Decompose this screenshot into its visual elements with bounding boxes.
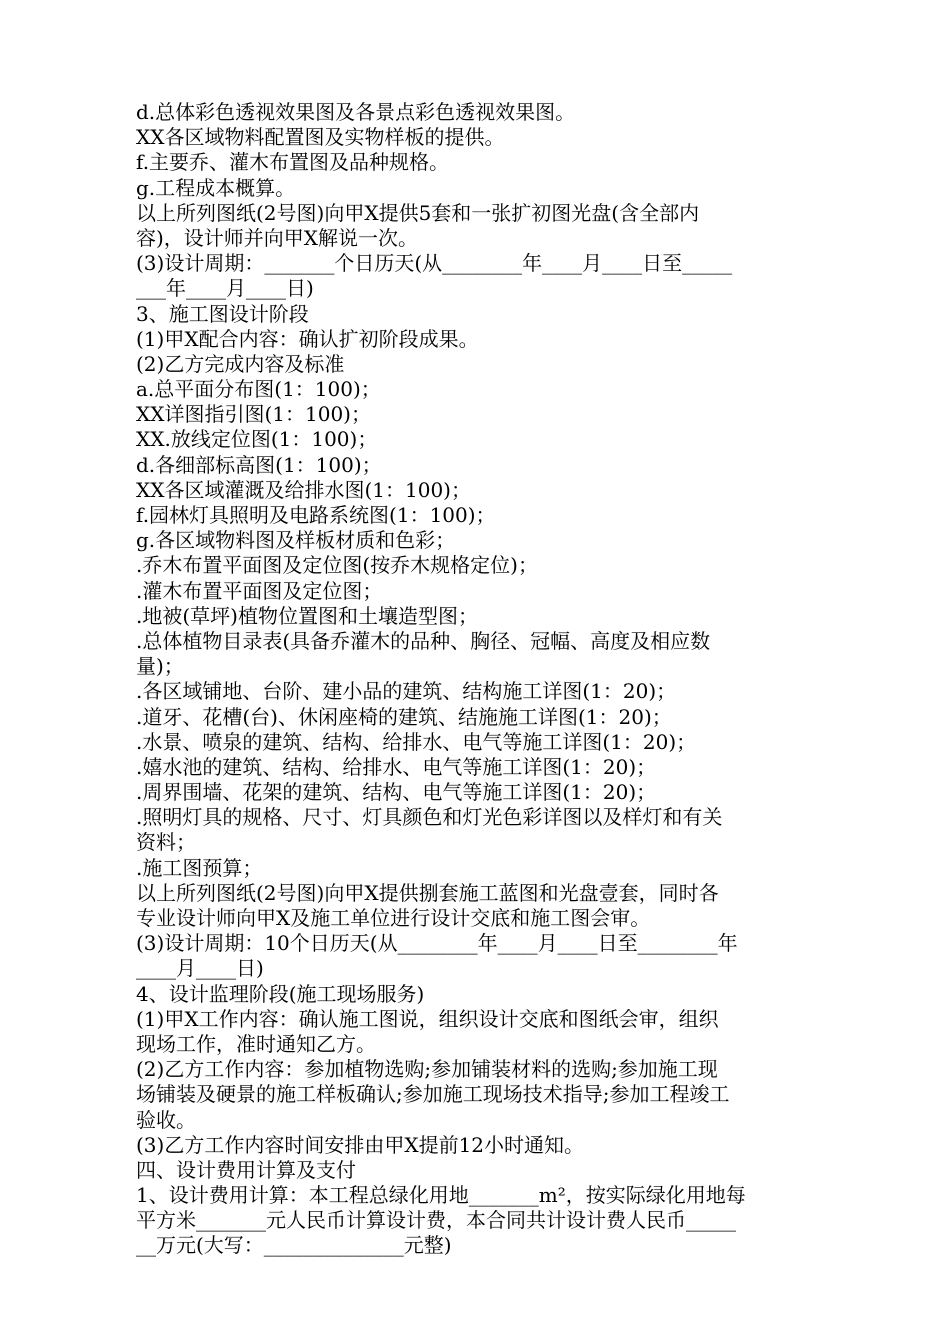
text-line: (2)乙方工作内容：参加植物选购;参加铺装材料的选购;参加施工现 — [136, 1057, 718, 1082]
text-line: 1、设计费用计算：本工程总绿化用地_______m²，按实际绿化用地每 — [136, 1183, 746, 1208]
text-line: g.工程成本概算。 — [136, 175, 296, 200]
text-line: XX详图指引图(1：100)； — [136, 402, 371, 427]
text-line: .各区域铺地、台阶、建小品的建筑、结构施工详图(1：20)； — [136, 679, 677, 704]
document-page — [136, 100, 816, 1259]
text-line: 以上所列图纸(2号图)向甲X提供5套和一张扩初图光盘(含全部内 — [136, 200, 700, 225]
text-line: 以上所列图纸(2号图)向甲X提供捌套施工蓝图和光盘壹套，同时各 — [136, 880, 719, 905]
text-line: ____月____日) — [136, 956, 264, 981]
section-heading: 4、设计监理阶段(施工现场服务) — [136, 981, 425, 1006]
text-line: 场铺装及硬景的施工样板确认;参加施工现场技术指导;参加工程竣工 — [136, 1082, 730, 1107]
text-line: (3)乙方工作内容时间安排由甲X提前12小时通知。 — [136, 1132, 585, 1157]
text-line: g.各区域物料图及样板材质和色彩； — [136, 528, 456, 553]
text-line: .地被(草坪)植物位置图和土壤造型图； — [136, 603, 478, 628]
text-line: (1)甲X配合内容：确认扩初阶段成果。 — [136, 326, 479, 351]
text-line: 现场工作，准时通知乙方。 — [136, 1031, 376, 1056]
text-line: d.各细部标高图(1：100)； — [136, 452, 382, 477]
text-line: .总体植物目录表(具备乔灌木的品种、胸径、冠幅、高度及相应数 — [136, 628, 711, 653]
text-line: f.主要乔、灌木布置图及品种规格。 — [136, 150, 450, 175]
text-line: XX.放线定位图(1：100)； — [136, 427, 378, 452]
text-line: 量)； — [136, 654, 184, 679]
text-line: 资料； — [136, 830, 196, 855]
text-line: .周界围墙、花架的建筑、结构、电气等施工详图(1：20)； — [136, 780, 657, 805]
text-line: (3)设计周期：_______个日历天(从________年____月____日至_____ — [136, 251, 733, 276]
text-line: .道牙、花槽(台)、休闲座椅的建筑、结施施工详图(1：20)； — [136, 704, 672, 729]
text-line: .照明灯具的规格、尺寸、灯具颜色和灯光色彩详图以及样灯和有关 — [136, 805, 723, 830]
text-line: (1)甲X工作内容：确认施工图说，组织设计交底和图纸会审，组织 — [136, 1006, 719, 1031]
text-line: f.园林灯具照明及电路系统图(1：100)； — [136, 503, 496, 527]
section-heading: 3、施工图设计阶段 — [136, 301, 309, 326]
chapter-heading: 四、设计费用计算及支付 — [136, 1157, 356, 1182]
text-line: (3)设计周期：10个日历天(从________年____月____日至________年 — [136, 931, 738, 956]
text-line: a.总平面分布图(1：100)； — [136, 377, 381, 402]
text-line: 专业设计师向甲X及施工单位进行设计交底和施工图会审。 — [136, 906, 651, 930]
text-line: 容)，设计师并向甲X解说一次。 — [136, 225, 419, 250]
text-line: ___年____月____日) — [136, 276, 314, 301]
text-line: .嬉水池的建筑、结构、给排水、电气等施工详图(1：20)； — [136, 754, 657, 779]
text-line: XX各区域物料配置图及实物样板的提供。 — [136, 125, 505, 150]
text-line: (2)乙方完成内容及标准 — [136, 351, 345, 376]
text-line: .水景、喷泉的建筑、结构、给排水、电气等施工详图(1：20)； — [136, 729, 697, 754]
text-line: __万元(大写：______________元整) — [136, 1233, 452, 1258]
text-line: 平方米_______元人民币计算设计费，本合同共计设计费人民币_____ — [136, 1208, 736, 1233]
text-line: d.总体彩色透视效果图及各景点彩色透视效果图。 — [136, 100, 576, 124]
text-line: 验收。 — [136, 1107, 196, 1132]
text-line: .乔木布置平面图及定位图(按乔木规格定位)； — [136, 553, 538, 578]
text-line: .灌木布置平面图及定位图； — [136, 578, 383, 603]
text-line: XX各区域灌溉及给排水图(1：100)； — [136, 477, 471, 502]
text-line: .施工图预算； — [136, 855, 263, 880]
